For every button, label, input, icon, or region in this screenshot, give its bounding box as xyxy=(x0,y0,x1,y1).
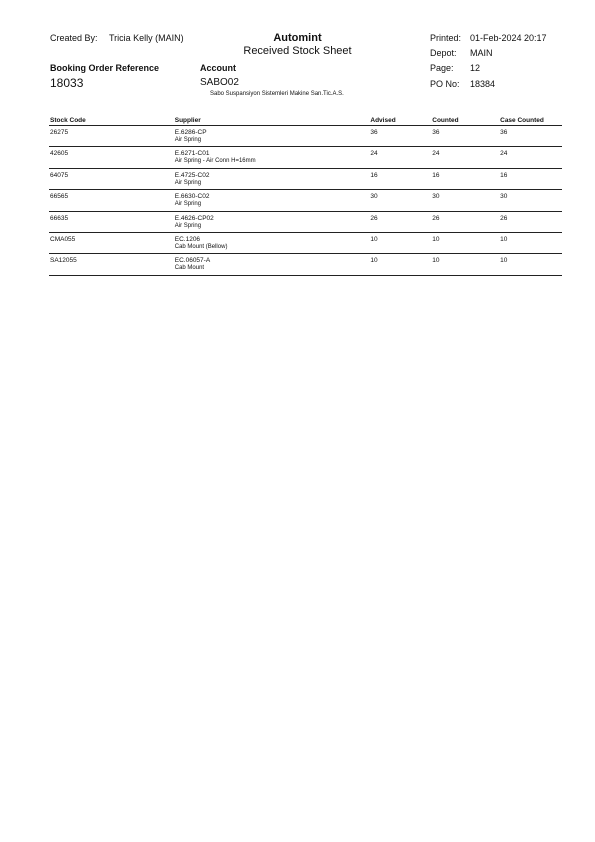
page-label: Page: xyxy=(430,63,454,73)
counted-cell: 24 xyxy=(432,150,440,158)
col-header-stock-code: Stock Code xyxy=(50,117,86,124)
table-row xyxy=(49,147,562,168)
booking-ref-label: Booking Order Reference xyxy=(50,63,160,73)
po-number: 18384 xyxy=(470,79,496,89)
advised-cell: 36 xyxy=(370,129,378,136)
stock-code-cell: 66565 xyxy=(50,193,69,201)
case-counted-cell: 36 xyxy=(500,129,508,136)
supplier-code: E.4626-CP02 xyxy=(174,214,214,222)
account-code: SABO02 xyxy=(200,77,239,88)
advised-cell: 30 xyxy=(370,193,378,201)
counted-cell: 10 xyxy=(432,235,440,243)
supplier-cell xyxy=(175,236,371,253)
stock-code-cell: 42605 xyxy=(50,150,69,158)
supplier-description: Air Spring - Air Conn H=16mm xyxy=(174,158,256,165)
supplier-cell xyxy=(175,257,371,274)
supplier-cell xyxy=(175,150,371,167)
case-counted-cell: 26 xyxy=(500,214,508,222)
printed-label: Printed: xyxy=(430,33,462,43)
case-counted-cell: 30 xyxy=(500,193,508,201)
col-header-case-counted: Case Counted xyxy=(500,117,544,124)
col-header-counted: Counted xyxy=(432,117,459,124)
supplier-code: E.6286-CP xyxy=(174,129,207,136)
supplier-cell xyxy=(175,129,371,146)
po-label: PO No: xyxy=(430,79,460,89)
col-header-advised: Advised xyxy=(370,117,396,124)
col-header-supplier: Supplier xyxy=(174,117,201,124)
account-label: Account xyxy=(200,63,236,73)
advised-cell: 10 xyxy=(370,235,378,243)
supplier-description: Cab Mount (Bellow) xyxy=(174,243,228,250)
supplier-code: EC.1206 xyxy=(174,235,201,243)
supplier-cell xyxy=(175,215,371,232)
table-row xyxy=(49,169,562,190)
booking-ref-value: 18033 xyxy=(50,76,84,90)
account-name: Sabo Suspansiyon Sistemleri Makine San.Tic.A.S. xyxy=(210,91,344,97)
stock-code-cell: 26275 xyxy=(50,129,69,136)
table-header xyxy=(49,114,562,126)
supplier-description: Air Spring xyxy=(174,137,202,143)
table-row xyxy=(49,233,562,254)
counted-cell: 16 xyxy=(432,171,440,179)
case-counted-cell: 16 xyxy=(500,171,508,179)
advised-cell: 10 xyxy=(370,257,378,265)
table-row xyxy=(49,254,562,275)
printed-value: 01-Feb-2024 20:17 xyxy=(470,33,547,43)
advised-cell: 26 xyxy=(370,214,378,222)
case-counted-cell: 10 xyxy=(500,257,508,265)
stock-code-cell: SA12055 xyxy=(50,257,77,265)
stock-code-cell: 64075 xyxy=(50,171,69,179)
stock-code-cell: CMA055 xyxy=(50,235,76,243)
created-by-value: Tricia Kelly (MAIN) xyxy=(109,33,184,43)
supplier-description: Air Spring xyxy=(174,179,202,186)
table-row xyxy=(49,212,562,233)
supplier-code: E.4725-C02 xyxy=(174,171,210,179)
table-row xyxy=(49,190,562,211)
stock-code-cell: 66635 xyxy=(50,214,69,222)
case-counted-cell: 10 xyxy=(500,235,508,243)
stock-table xyxy=(49,114,562,276)
supplier-code: E.6271-C01 xyxy=(174,150,210,158)
supplier-description: Air Spring xyxy=(174,222,202,229)
sheet-title: Received Stock Sheet xyxy=(243,45,352,57)
supplier-code: E.6630-C02 xyxy=(174,193,210,201)
table-row xyxy=(49,126,562,147)
counted-cell: 26 xyxy=(432,214,440,222)
supplier-description: Cab Mount xyxy=(174,265,205,272)
created-by-label: Created By: xyxy=(50,33,98,43)
supplier-cell xyxy=(175,193,371,210)
counted-cell: 36 xyxy=(432,129,440,136)
counted-cell: 30 xyxy=(432,193,440,201)
supplier-description: Air Spring xyxy=(174,201,202,208)
company-name: Automint xyxy=(273,32,322,44)
depot-value: MAIN xyxy=(470,48,493,58)
counted-cell: 10 xyxy=(432,257,440,265)
advised-cell: 24 xyxy=(370,150,378,158)
advised-cell: 16 xyxy=(370,171,378,179)
page-number: 12 xyxy=(470,63,481,73)
depot-label: Depot: xyxy=(430,48,457,58)
supplier-cell xyxy=(175,172,371,189)
case-counted-cell: 24 xyxy=(500,150,508,158)
supplier-code: EC.06057-A xyxy=(174,257,211,265)
